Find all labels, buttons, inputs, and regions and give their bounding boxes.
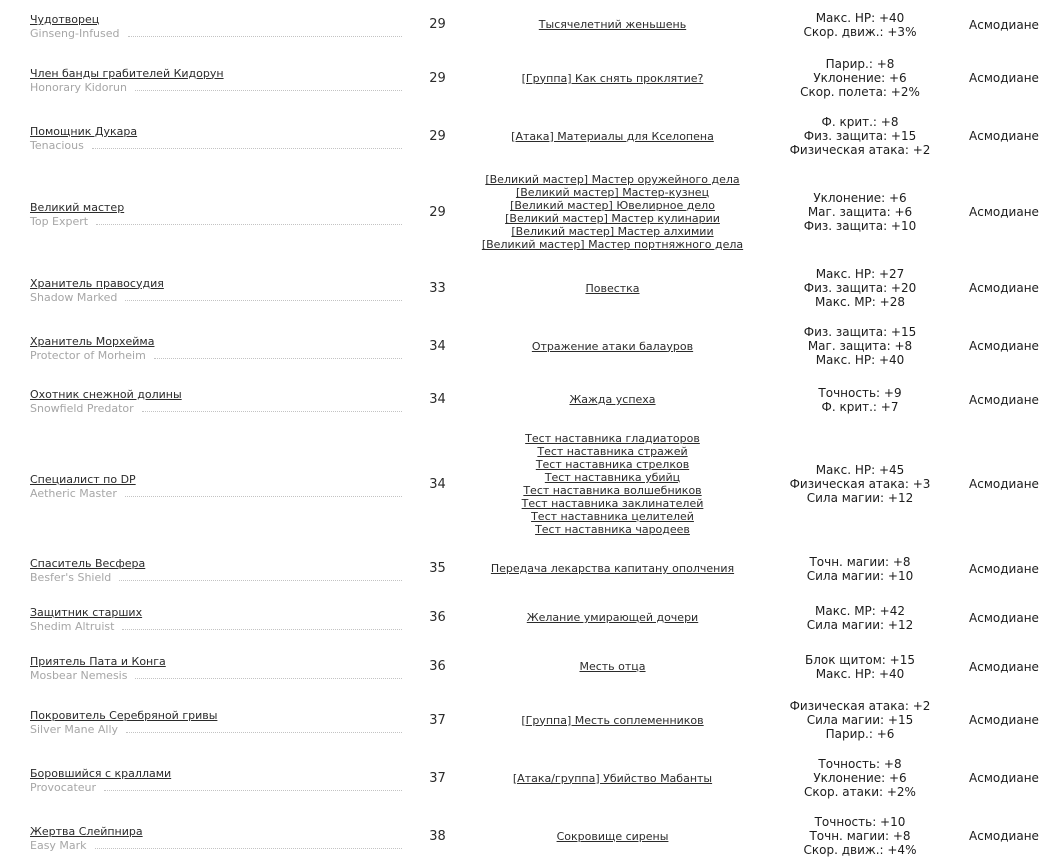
- table-row: [0, 259, 1048, 317]
- stats-cell: [760, 749, 960, 807]
- stat-line: Точн. магии: +8: [809, 554, 911, 569]
- table-row: [0, 0, 1048, 49]
- stat-line: Скор. атаки: +2%: [804, 785, 916, 799]
- faction-cell: Асмодиане: [969, 339, 1039, 353]
- title-link[interactable]: Спаситель Весфера: [30, 557, 146, 570]
- dotted-leader: [154, 357, 402, 359]
- stat-line: Физ. защита: +20: [803, 281, 917, 295]
- table-row: [0, 375, 1048, 424]
- quest-link[interactable]: Тест наставника стрелков: [535, 458, 690, 471]
- stat-line: Скор. полета: +2%: [800, 85, 920, 99]
- dotted-leader: [96, 223, 402, 225]
- level-cell: 36: [429, 659, 446, 674]
- table-row: [0, 544, 1048, 593]
- title-cell: [0, 424, 410, 544]
- stats-cell: [760, 593, 960, 642]
- dotted-leader: [126, 731, 402, 733]
- title-subtitle-row: [30, 487, 406, 501]
- quest-link[interactable]: Тест наставника волшебников: [523, 484, 702, 497]
- title-cell: [0, 593, 410, 642]
- stat-line: Точность: +10: [814, 815, 906, 829]
- title-english-name: Easy Mark: [30, 838, 87, 852]
- stats-cell: [760, 807, 960, 865]
- title-cell: [0, 749, 410, 807]
- title-english-name: Provocateur: [30, 780, 97, 794]
- title-link[interactable]: Помощник Дукара: [30, 124, 138, 138]
- stat-line: Макс. HP: +40: [815, 10, 905, 25]
- stat-line: Точность: +8: [818, 757, 902, 771]
- faction-cell: Асмодиане: [969, 392, 1039, 407]
- title-subtitle-row: [30, 669, 406, 683]
- stat-line: Физ. защита: +15: [803, 325, 917, 339]
- quest-cell: [465, 642, 760, 691]
- quest-link[interactable]: [Великий мастер] Мастер оружейного дела: [485, 173, 740, 186]
- stat-line: Физическая атака: +2: [789, 699, 931, 713]
- title-subtitle-row: [30, 402, 406, 416]
- table-row: [0, 165, 1048, 259]
- faction-cell: Асмодиане: [969, 477, 1039, 491]
- stat-line: Сила магии: +12: [806, 617, 914, 632]
- level-cell: 34: [429, 338, 446, 354]
- stat-line: Маг. защита: +8: [807, 339, 913, 353]
- title-subtitle-row: [30, 139, 406, 153]
- level-cell: 29: [429, 17, 446, 32]
- quest-link[interactable]: Жажда успеха: [569, 393, 656, 406]
- title-link[interactable]: Хранитель правосудия: [30, 276, 164, 290]
- title-link[interactable]: Член банды грабителей Кидорун: [30, 66, 224, 80]
- dotted-leader: [92, 147, 402, 149]
- stat-line: Точность: +9: [818, 385, 902, 400]
- quest-cell: [465, 0, 760, 49]
- title-link[interactable]: Великий мастер: [30, 200, 125, 214]
- quest-cell: [465, 807, 760, 865]
- title-row: [30, 650, 406, 669]
- stats-cell: [760, 375, 960, 424]
- faction-cell: Асмодиане: [969, 829, 1039, 843]
- quest-cell: [465, 691, 760, 749]
- title-subtitle-row: [30, 349, 406, 363]
- title-english-name: Ginseng-Infused: [30, 27, 120, 40]
- quest-cell: [465, 593, 760, 642]
- title-english-name: Aetheric Master: [30, 486, 117, 500]
- level-cell: 29: [429, 204, 446, 220]
- quest-cell: [465, 424, 760, 544]
- title-row: [30, 120, 406, 139]
- stats-cell: [760, 691, 960, 749]
- title-subtitle-row: [30, 215, 406, 229]
- title-english-name: Honorary Kidorun: [30, 80, 127, 94]
- title-subtitle-row: [30, 27, 406, 41]
- title-link[interactable]: Защитник старших: [30, 606, 143, 619]
- quest-link[interactable]: Тест наставника заклинателей: [521, 497, 704, 510]
- stat-line: Уклонение: +6: [813, 771, 907, 785]
- quest-link[interactable]: [Группа] Как снять проклятие?: [521, 71, 704, 85]
- stat-line: Скор. движ.: +3%: [803, 24, 917, 39]
- title-row: [30, 468, 406, 487]
- level-cell: 38: [429, 828, 446, 844]
- title-english-name: Snowfield Predator: [30, 402, 134, 415]
- title-cell: [0, 375, 410, 424]
- quest-link[interactable]: Тест наставника стражей: [537, 445, 688, 458]
- dotted-leader: [104, 789, 402, 791]
- title-cell: [0, 642, 410, 691]
- quest-link[interactable]: [Великий мастер] Ювелирное дело: [510, 199, 715, 212]
- dotted-leader: [135, 89, 402, 91]
- table-row: [0, 749, 1048, 807]
- title-row: [30, 62, 406, 81]
- level-cell: 34: [429, 476, 446, 492]
- stat-line: Ф. крит.: +7: [821, 399, 899, 414]
- stat-line: Макс. HP: +45: [815, 463, 905, 477]
- stat-line: Макс. HP: +40: [815, 353, 905, 367]
- level-cell: 34: [429, 392, 446, 407]
- stats-cell: [760, 424, 960, 544]
- title-cell: [0, 49, 410, 107]
- title-row: [30, 196, 406, 215]
- quest-link[interactable]: [Атака/группа] Убийство Мабанты: [512, 771, 713, 785]
- stat-line: Макс. MP: +28: [815, 295, 905, 309]
- title-cell: [0, 107, 410, 165]
- title-cell: [0, 259, 410, 317]
- title-subtitle-row: [30, 723, 406, 737]
- table-row: [0, 49, 1048, 107]
- table-row: [0, 317, 1048, 375]
- dotted-leader: [122, 628, 402, 630]
- quest-link[interactable]: Тест наставника гладиаторов: [525, 432, 700, 445]
- quest-cell: [465, 317, 760, 375]
- title-row: [30, 820, 406, 839]
- quest-link[interactable]: Тест наставника чародеев: [535, 523, 690, 536]
- level-cell: 29: [429, 70, 446, 86]
- stats-cell: [760, 642, 960, 691]
- title-row: [30, 330, 406, 349]
- title-subtitle-row: [30, 571, 406, 585]
- dotted-leader: [142, 410, 402, 412]
- stats-cell: [760, 259, 960, 317]
- quest-link[interactable]: Тест наставника целителей: [531, 510, 694, 523]
- level-cell: 33: [429, 280, 446, 296]
- dotted-leader: [95, 847, 402, 849]
- stat-line: Сила магии: +12: [806, 491, 914, 505]
- title-row: [30, 704, 406, 723]
- title-subtitle-row: [30, 291, 406, 305]
- stat-line: Ф. крит.: +8: [821, 115, 899, 129]
- stat-line: Маг. защита: +6: [807, 205, 913, 219]
- title-english-name: Besfer's Shield: [30, 571, 112, 584]
- quest-link[interactable]: [Атака] Материалы для Кселопена: [511, 129, 714, 143]
- title-cell: [0, 165, 410, 259]
- dotted-leader: [125, 495, 402, 497]
- title-link[interactable]: Специалист по DP: [30, 472, 136, 486]
- faction-cell: Асмодиане: [969, 659, 1039, 674]
- stats-cell: [760, 0, 960, 49]
- dotted-leader: [119, 579, 402, 581]
- quest-link[interactable]: Передача лекарства капитану ополчения: [490, 562, 735, 575]
- title-row: [30, 8, 406, 27]
- stat-line: Скор. движ.: +4%: [803, 843, 917, 857]
- dotted-leader: [125, 299, 402, 301]
- title-english-name: Shedim Altruist: [30, 620, 115, 633]
- level-cell: 37: [429, 770, 446, 786]
- title-cell: [0, 0, 410, 49]
- title-link[interactable]: Жертва Слейпнира: [30, 824, 143, 838]
- stat-line: Физ. защита: +10: [803, 219, 917, 233]
- title-cell: [0, 544, 410, 593]
- table-row: [0, 107, 1048, 165]
- stat-line: Сила магии: +10: [806, 568, 914, 583]
- faction-cell: Асмодиане: [969, 17, 1039, 32]
- stats-cell: [760, 49, 960, 107]
- quest-cell: [465, 749, 760, 807]
- quest-link[interactable]: Повестка: [585, 281, 640, 295]
- stats-cell: [760, 544, 960, 593]
- stat-line: Парир.: +6: [825, 727, 895, 741]
- title-cell: [0, 691, 410, 749]
- table-row: [0, 642, 1048, 691]
- title-subtitle-row: [30, 620, 406, 634]
- quest-cell: [465, 165, 760, 259]
- title-subtitle-row: [30, 781, 406, 795]
- faction-cell: Асмодиане: [969, 771, 1039, 785]
- dotted-leader: [128, 35, 402, 37]
- dotted-leader: [135, 677, 402, 679]
- title-english-name: Top Expert: [30, 214, 89, 228]
- quest-link[interactable]: [Группа] Месть соплеменников: [521, 713, 704, 727]
- title-english-name: Protector of Morheim: [30, 348, 146, 362]
- title-link[interactable]: Приятель Пата и Конга: [30, 655, 166, 668]
- stats-cell: [760, 165, 960, 259]
- stat-line: Макс. HP: +40: [815, 666, 905, 681]
- title-subtitle-row: [30, 81, 406, 95]
- quest-link[interactable]: [Великий мастер] Мастер кулинарии: [505, 212, 720, 225]
- faction-cell: Асмодиане: [969, 205, 1039, 219]
- level-cell: 37: [429, 712, 446, 728]
- title-english-name: Tenacious: [30, 138, 84, 152]
- table-row: [0, 807, 1048, 865]
- quest-cell: [465, 259, 760, 317]
- quest-cell: [465, 49, 760, 107]
- stat-line: Уклонение: +6: [813, 71, 907, 85]
- faction-cell: Асмодиане: [969, 610, 1039, 625]
- faction-cell: Асмодиане: [969, 281, 1039, 295]
- faction-cell: Асмодиане: [969, 561, 1039, 576]
- table-row: [0, 691, 1048, 749]
- quest-link[interactable]: Желание умирающей дочери: [526, 611, 699, 624]
- title-cell: [0, 317, 410, 375]
- quest-link[interactable]: Тысячелетний женьшень: [538, 18, 687, 31]
- level-cell: 36: [429, 610, 446, 625]
- title-link[interactable]: Чудотворец: [30, 13, 100, 26]
- quest-link[interactable]: [Великий мастер] Мастер алхимии: [511, 225, 714, 238]
- quest-link[interactable]: Сокровище сирены: [556, 829, 669, 843]
- quest-link[interactable]: [Великий мастер] Мастер-кузнец: [515, 186, 710, 199]
- quest-cell: [465, 544, 760, 593]
- title-link[interactable]: Покровитель Серебряной гривы: [30, 708, 218, 722]
- quest-link[interactable]: Тест наставника убийц: [544, 471, 681, 484]
- stats-cell: [760, 317, 960, 375]
- stat-line: Физ. защита: +15: [803, 129, 917, 143]
- stat-line: Макс. HP: +27: [815, 267, 905, 281]
- title-subtitle-row: [30, 839, 406, 853]
- title-link[interactable]: Охотник снежной долины: [30, 388, 182, 401]
- title-english-name: Silver Mane Ally: [30, 722, 119, 736]
- faction-cell: Асмодиане: [969, 71, 1039, 85]
- level-cell: 29: [429, 128, 446, 144]
- stat-line: Парир.: +8: [825, 57, 895, 71]
- stat-line: Блок щитом: +15: [805, 652, 915, 667]
- quest-cell: [465, 107, 760, 165]
- title-english-name: Mosbear Nemesis: [30, 669, 128, 682]
- title-row: [30, 601, 406, 620]
- title-link[interactable]: Хранитель Морхейма: [30, 334, 155, 348]
- title-row: [30, 552, 406, 571]
- title-cell: [0, 807, 410, 865]
- stat-line: Физическая атака: +2: [789, 143, 931, 157]
- quest-link[interactable]: Месть отца: [579, 660, 646, 673]
- title-link[interactable]: Боровшийся с краллами: [30, 766, 172, 780]
- stat-line: Уклонение: +6: [813, 191, 907, 205]
- title-row: [30, 383, 406, 402]
- stat-line: Физическая атака: +3: [789, 477, 931, 491]
- table-row: [0, 424, 1048, 544]
- quest-cell: [465, 375, 760, 424]
- level-cell: 35: [429, 561, 446, 576]
- stat-line: Макс. MP: +42: [815, 603, 905, 618]
- title-row: [30, 272, 406, 291]
- title-row: [30, 762, 406, 781]
- stat-line: Точн. магии: +8: [809, 829, 911, 843]
- faction-cell: Асмодиане: [969, 129, 1039, 143]
- stats-cell: [760, 107, 960, 165]
- faction-cell: Асмодиане: [969, 713, 1039, 727]
- title-english-name: Shadow Marked: [30, 290, 118, 304]
- quest-link[interactable]: [Великий мастер] Мастер портняжного дела: [481, 238, 744, 251]
- table-row: [0, 593, 1048, 642]
- stat-line: Сила магии: +15: [806, 713, 914, 727]
- quest-link[interactable]: Отражение атаки балауров: [531, 339, 694, 353]
